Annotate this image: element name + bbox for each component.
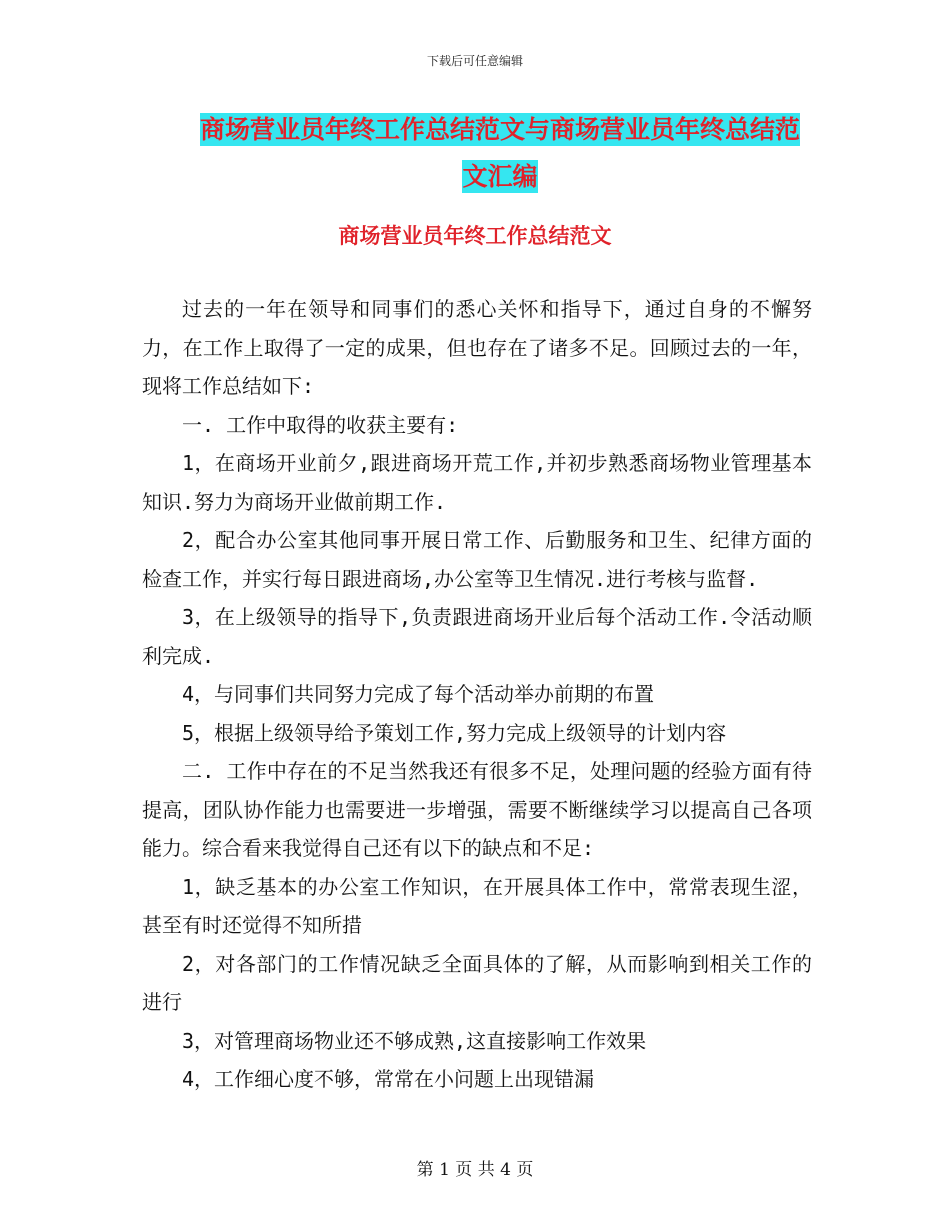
document-title-text: 商场营业员年终工作总结范文与商场营业员年终总结范文汇编 <box>199 115 800 191</box>
paragraph: 二. 工作中存在的不足当然我还有很多不足，处理问题的经验方面有待提高，团队协作能力也需要进一步增强，需要不断继续学习以提高自己各项能力。综合看来我觉得自己还有以下的缺点和不足: <box>142 759 812 860</box>
page-number: 第 1 页 共 4 页 <box>416 1160 534 1180</box>
paragraph: 1，缺乏基本的办公室工作知识，在开展具体工作中，常常表现生涩，甚至有时还觉得不知所措 <box>142 874 812 937</box>
document-title <box>190 106 810 200</box>
paragraph: 过去的一年在领导和同事们的悉心关怀和指导下，通过自身的不懈努力，在工作上取得了一定的成果，但也存在了诸多不足。回顾过去的一年，现将工作总结如下: <box>142 297 812 398</box>
document-body <box>142 290 812 1099</box>
paragraph: 2，配合办公室其他同事开展日常工作、后勤服务和卫生、纪律方面的检查工作，并实行每日跟进商场,办公室等卫生情况.进行考核与监督. <box>142 528 812 591</box>
paragraph: 一. 工作中取得的收获主要有: <box>182 412 459 437</box>
paragraph: 4，与同事们共同努力完成了每个活动举办前期的布置 <box>182 682 655 706</box>
paragraph: 3，对管理商场物业还不够成熟,这直接影响工作效果 <box>182 1028 647 1053</box>
paragraph: 4，工作细心度不够，常常在小问题上出现错漏 <box>182 1067 595 1091</box>
paragraph: 1，在商场开业前夕,跟进商场开荒工作,并初步熟悉商场物业管理基本知识.努力为商场开业做前期工作. <box>142 451 812 514</box>
paragraph: 5，根据上级领导给予策划工作,努力完成上级领导的计划内容 <box>182 720 727 745</box>
section-title: 商场营业员年终工作总结范文 <box>338 223 612 248</box>
paragraph: 3，在上级领导的指导下,负责跟进商场开业后每个活动工作.令活动顺利完成. <box>142 605 812 668</box>
header-note: 下载后可任意编辑 <box>426 54 523 68</box>
paragraph: 2，对各部门的工作情况缺乏全面具体的了解，从而影响到相关工作的进行 <box>142 951 812 1014</box>
